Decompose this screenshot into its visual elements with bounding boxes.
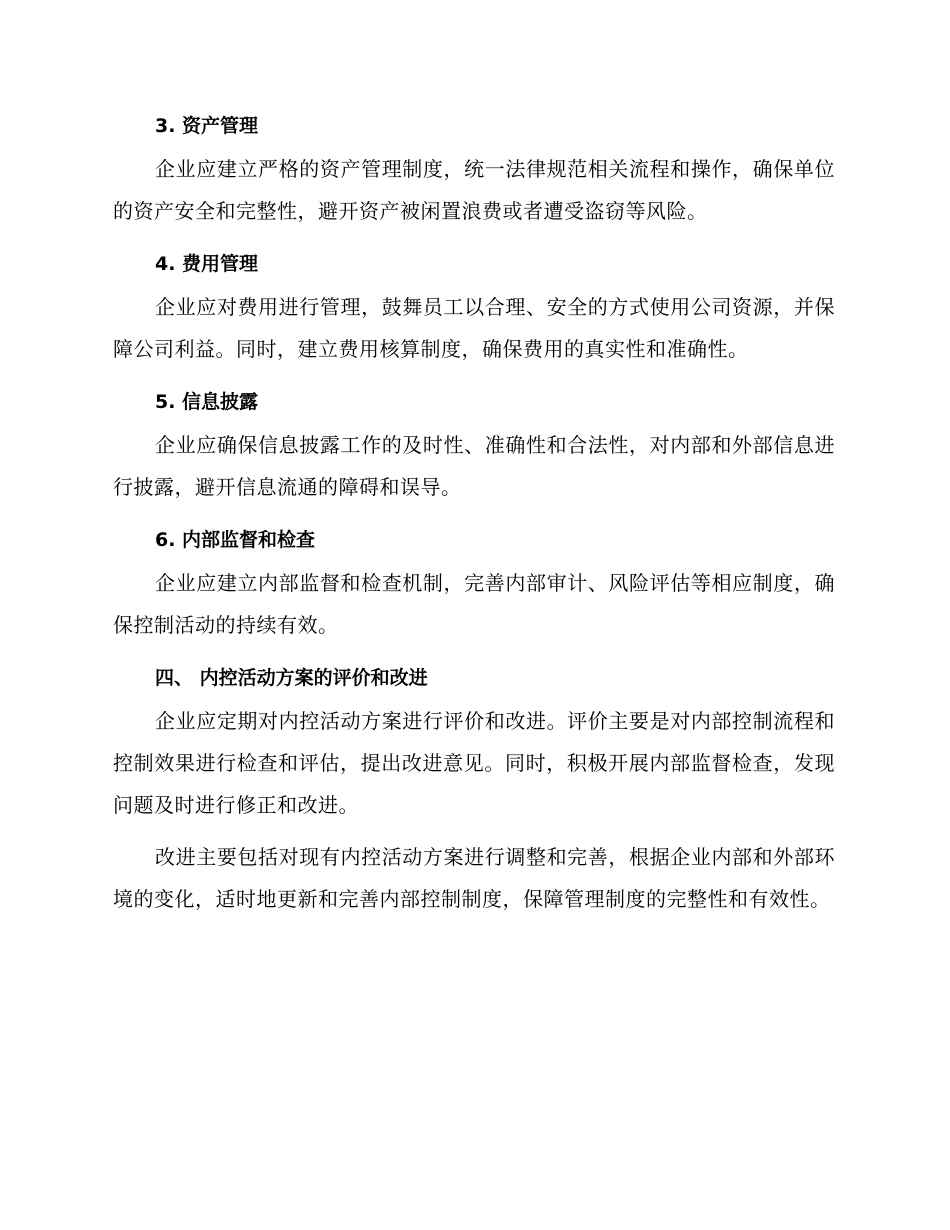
section-paragraph-internal-supervision: 企业应建立内部监督和检查机制，完善内部审计、风险评估等相应制度，确保控制活动的持续有效。 (113, 571, 835, 637)
section-paragraph-evaluation: 企业应定期对内控活动方案进行评价和改进。评价主要是对内部控制流程和控制效果进行检查和评估，提出改进意见。同时，积极开展内部监督检查，发现问题及时进行修正和改进。 (113, 709, 835, 817)
section-heading-evaluation-improvement: 四、 内控活动方案的评价和改进 (155, 667, 428, 689)
document-body (113, 104, 835, 930)
section-heading-asset-management: 3. 资产管理 (155, 115, 259, 137)
section-paragraph-asset-management: 企业应建立严格的资产管理制度，统一法律规范相关流程和操作，确保单位的资产安全和完整性，避开资产被闲置浪费或者遭受盗窃等风险。 (113, 157, 835, 223)
section-paragraph-information-disclosure: 企业应确保信息披露工作的及时性、准确性和合法性，对内部和外部信息进行披露，避开信息流通的障碍和误导。 (113, 433, 835, 499)
section-heading-information-disclosure: 5. 信息披露 (155, 391, 259, 413)
section-heading-expense-management: 4. 费用管理 (155, 253, 259, 275)
section-heading-internal-supervision: 6. 内部监督和检查 (155, 529, 316, 551)
section-paragraph-improvement: 改进主要包括对现有内控活动方案进行调整和完善，根据企业内部和外部环境的变化，适时地更新和完善内部控制制度，保障管理制度的完整性和有效性。 (113, 845, 835, 911)
section-paragraph-expense-management: 企业应对费用进行管理，鼓舞员工以合理、安全的方式使用公司资源，并保障公司利益。同时，建立费用核算制度，确保费用的真实性和准确性。 (113, 295, 835, 361)
